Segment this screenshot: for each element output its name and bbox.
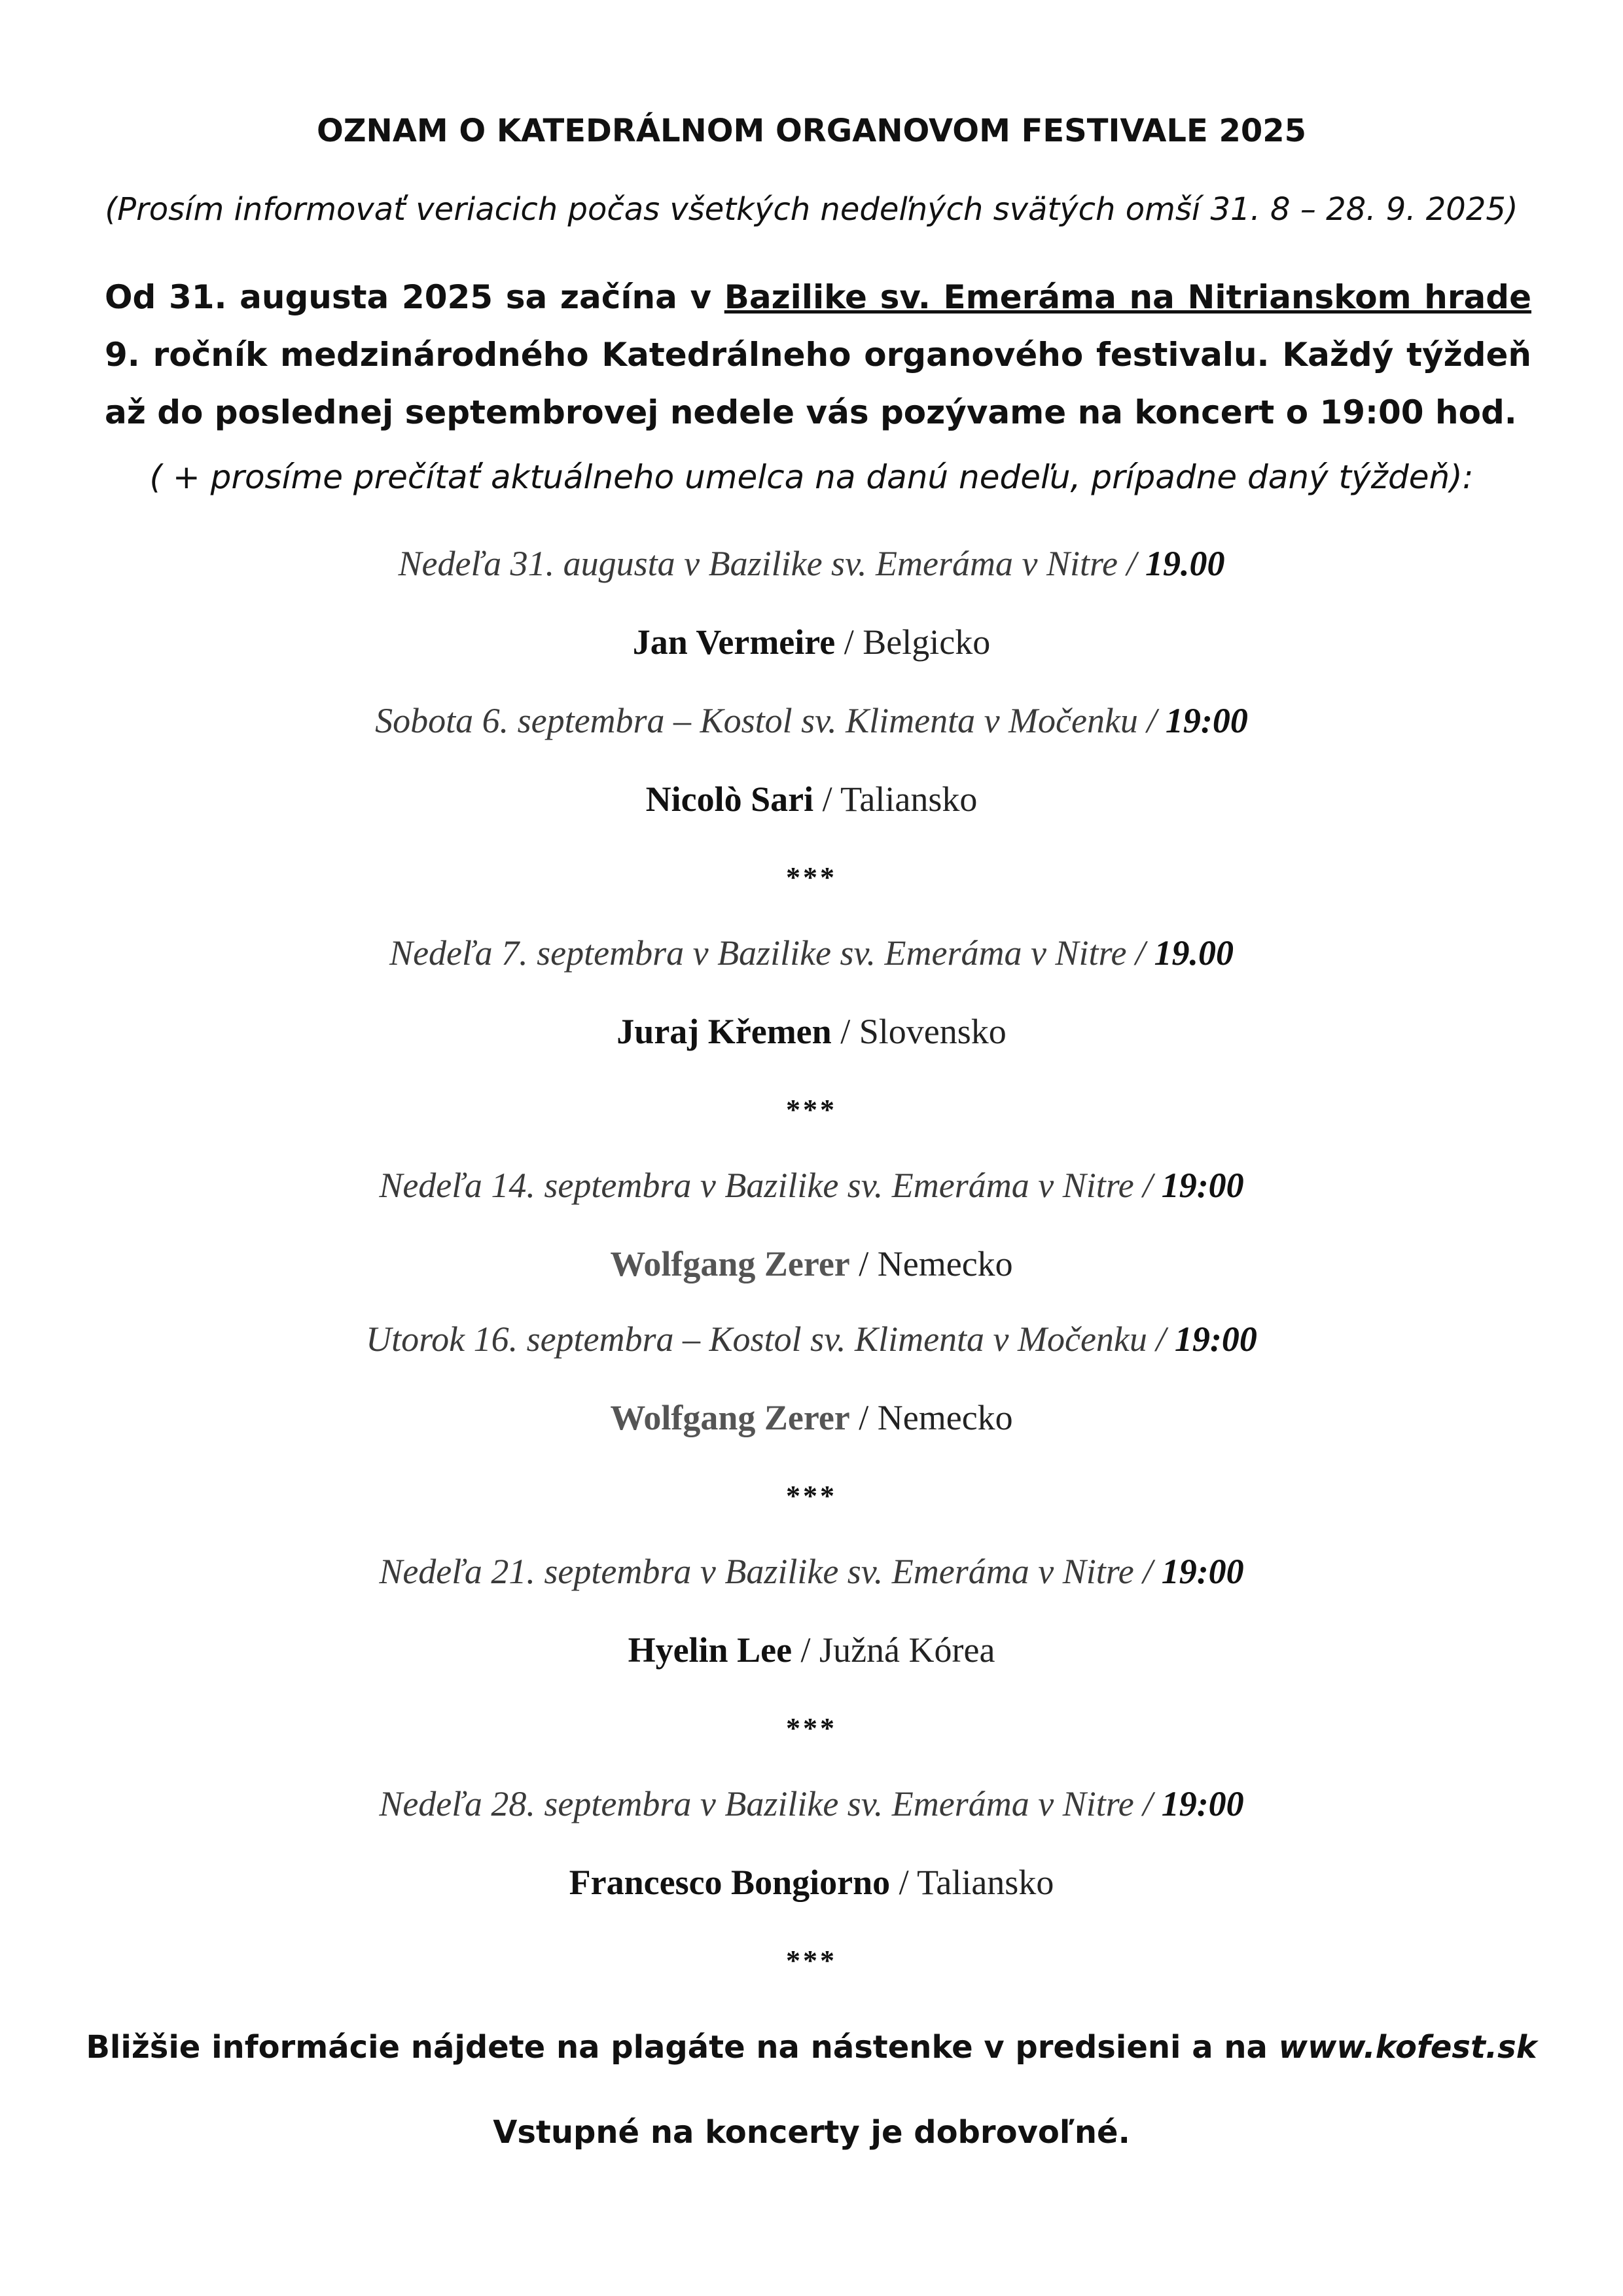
event-performer: Jan Vermeire / Belgicko: [632, 622, 991, 662]
footer-info: Bližšie informácie nájdete na plagáte na nástenke v predsieni a na www.kofest.sk: [86, 2029, 1537, 2066]
page-title: OZNAM O KATEDRÁLNOM ORGANOVOM FESTIVALE 2025: [316, 113, 1307, 149]
separator: ***: [786, 1712, 837, 1744]
event-performer: Hyelin Lee / Južná Kórea: [628, 1630, 995, 1670]
separator: ***: [786, 861, 837, 893]
website-link[interactable]: www.kofest.sk: [1278, 2029, 1537, 2066]
event-performer: Francesco Bongiorno / Taliansko: [569, 1863, 1054, 1902]
subtitle: (Prosím informovať veriacich počas všetkých nedeľných svätých omší 31. 8 – 28. 9. 2025): [105, 191, 1518, 228]
event-datetime: Nedeľa 21. septembra v Bazilike sv. Emeráma v Nitre / 19:00: [379, 1552, 1244, 1591]
footer-admission: Vstupné na koncerty je dobrovoľné.: [493, 2114, 1130, 2151]
event-datetime: Utorok 16. septembra – Kostol sv. Klimenta v Močenku / 19:00: [366, 1319, 1257, 1359]
intro-paragraph: [105, 268, 1531, 441]
event-datetime: Nedeľa 31. augusta v Bazilike sv. Emeráma v Nitre / 19.00: [398, 544, 1225, 583]
separator: ***: [786, 1094, 837, 1126]
event-datetime: Nedeľa 28. septembra v Bazilike sv. Emeráma v Nitre / 19:00: [379, 1784, 1244, 1823]
intro-text-2: 9. ročník medzinárodného Katedrálneho organového festivalu. Každý týždeň až do poslednej septembrovej nedele vás pozývame na koncert o 19:00 hod.: [105, 336, 1531, 431]
event-performer: Juraj Křemen / Slovensko: [616, 1012, 1007, 1051]
event-datetime: Sobota 6. septembra – Kostol sv. Klimenta v Močenku / 19:00: [375, 701, 1248, 740]
intro-venue: Bazilike sv. Emeráma na Nitrianskom hrade: [724, 278, 1531, 316]
event-performer: Nicolò Sari / Taliansko: [645, 780, 978, 819]
separator: ***: [786, 1945, 837, 1977]
note: ( + prosíme prečítať aktuálneho umelca na danú nedeľu, prípadne daný týždeň):: [149, 458, 1474, 496]
event-datetime: Nedeľa 7. septembra v Bazilike sv. Emeráma v Nitre / 19.00: [389, 933, 1234, 973]
separator: ***: [786, 1480, 837, 1512]
event-performer: Wolfgang Zerer / Nemecko: [610, 1244, 1013, 1283]
intro-text-1: Od 31. augusta 2025 sa začína v: [105, 278, 724, 316]
event-datetime: Nedeľa 14. septembra v Bazilike sv. Emeráma v Nitre / 19:00: [379, 1166, 1244, 1205]
event-performer: Wolfgang Zerer / Nemecko: [610, 1398, 1013, 1437]
